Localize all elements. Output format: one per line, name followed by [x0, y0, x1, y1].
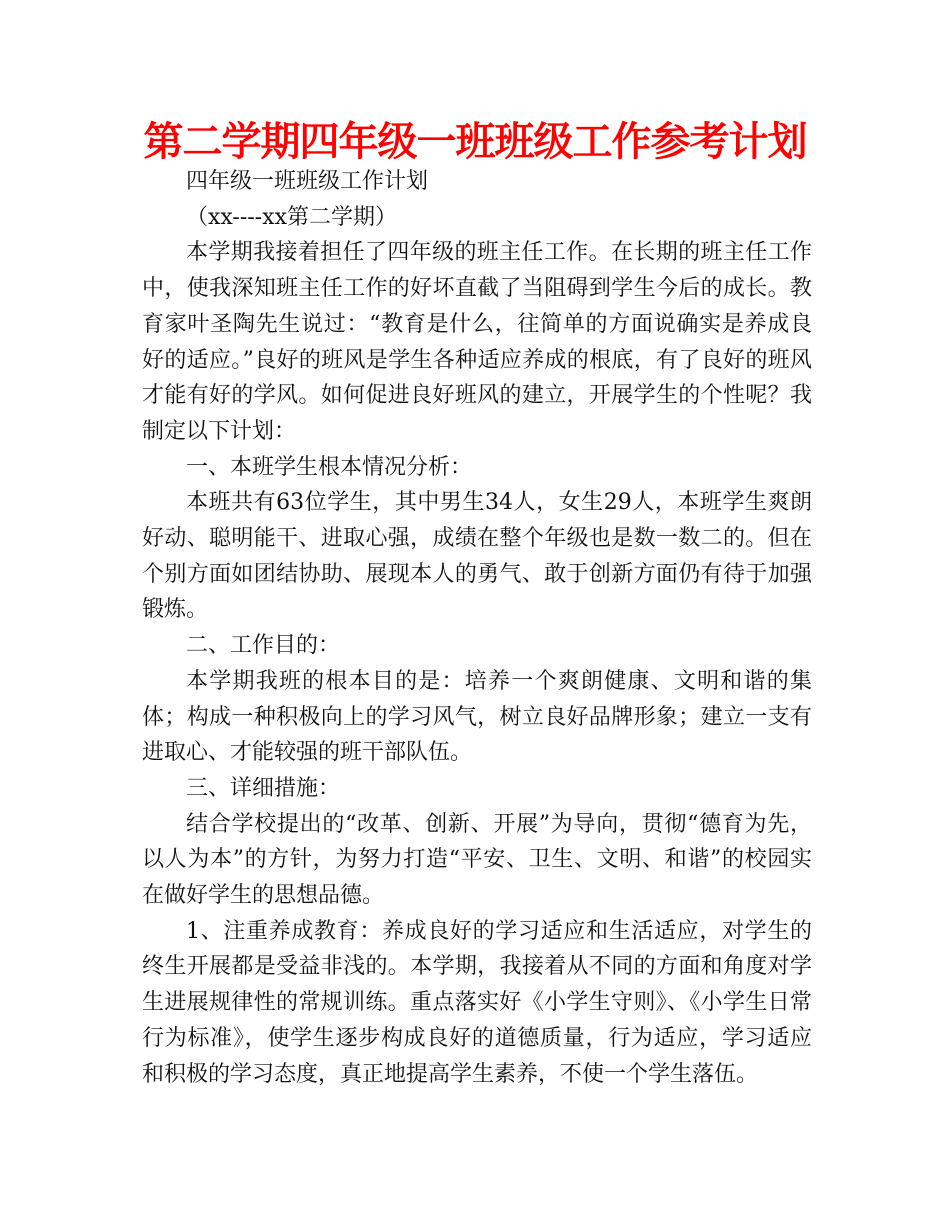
- document-body: [142, 164, 812, 1092]
- paragraph-subtitle: 四年级一班班级工作计划: [186, 169, 429, 194]
- section-heading-measures: 三、详细措施：: [186, 775, 341, 801]
- document-title: 第二学期四年级一班班级工作参考计划: [143, 119, 807, 165]
- paragraph-measures: 结合学校提出的“改革、创新、开展”为导向，贯彻“德育为先，以人为本”的方针，为努力打造“平安、卫生、文明、和谐”的校园实在做好学生的思想品德。: [142, 811, 812, 909]
- paragraph-semester: （xx----xx第二学期）: [186, 204, 397, 230]
- paragraph-intro: 本学期我接着担任了四年级的班主任工作。在长期的班主任工作中，使我深知班主任工作的好坏直截了当阻碍到学生今后的成长。教育家叶圣陶先生说过：“教育是什么，往简单的方面说确实是养成良好的适应。”良好的班风是学生各种适应养成的根底，有了良好的班风才能有好的学风。如何促进良好班风的建立，开展学生的个性呢？我制定以下计划：: [142, 240, 812, 444]
- paragraph-habit-education: 1、注重养成教育：养成良好的学习适应和生活适应，对学生的终生开展都是受益非浅的。本学期，我接着从不同的方面和角度对学生进展规律性的常规训练。重点落实好《小学生守则》、《小学生日常行为标准》，使学生逐步构成良好的道德质量，行为适应，学习适应和积极的学习态度，真正地提高学生素养，不使一个学生落伍。: [142, 918, 812, 1087]
- paragraph-goals: 本学期我班的根本目的是：培养一个爽朗健康、文明和谐的集体；构成一种积极向上的学习风气，树立良好品牌形象；建立一支有进取心、才能较强的班干部队伍。: [142, 668, 812, 766]
- section-heading-goals: 二、工作目的：: [186, 633, 341, 659]
- paragraph-analysis: 本班共有63位学生，其中男生34人，女生29人，本班学生爽朗好动、聪明能干、进取心强，成绩在整个年级也是数一数二的。但在个别方面如团结协助、展现本人的勇气、敢于创新方面仍有待于加强锻炼。: [142, 490, 812, 623]
- section-heading-analysis: 一、本班学生根本情况分析：: [186, 454, 473, 480]
